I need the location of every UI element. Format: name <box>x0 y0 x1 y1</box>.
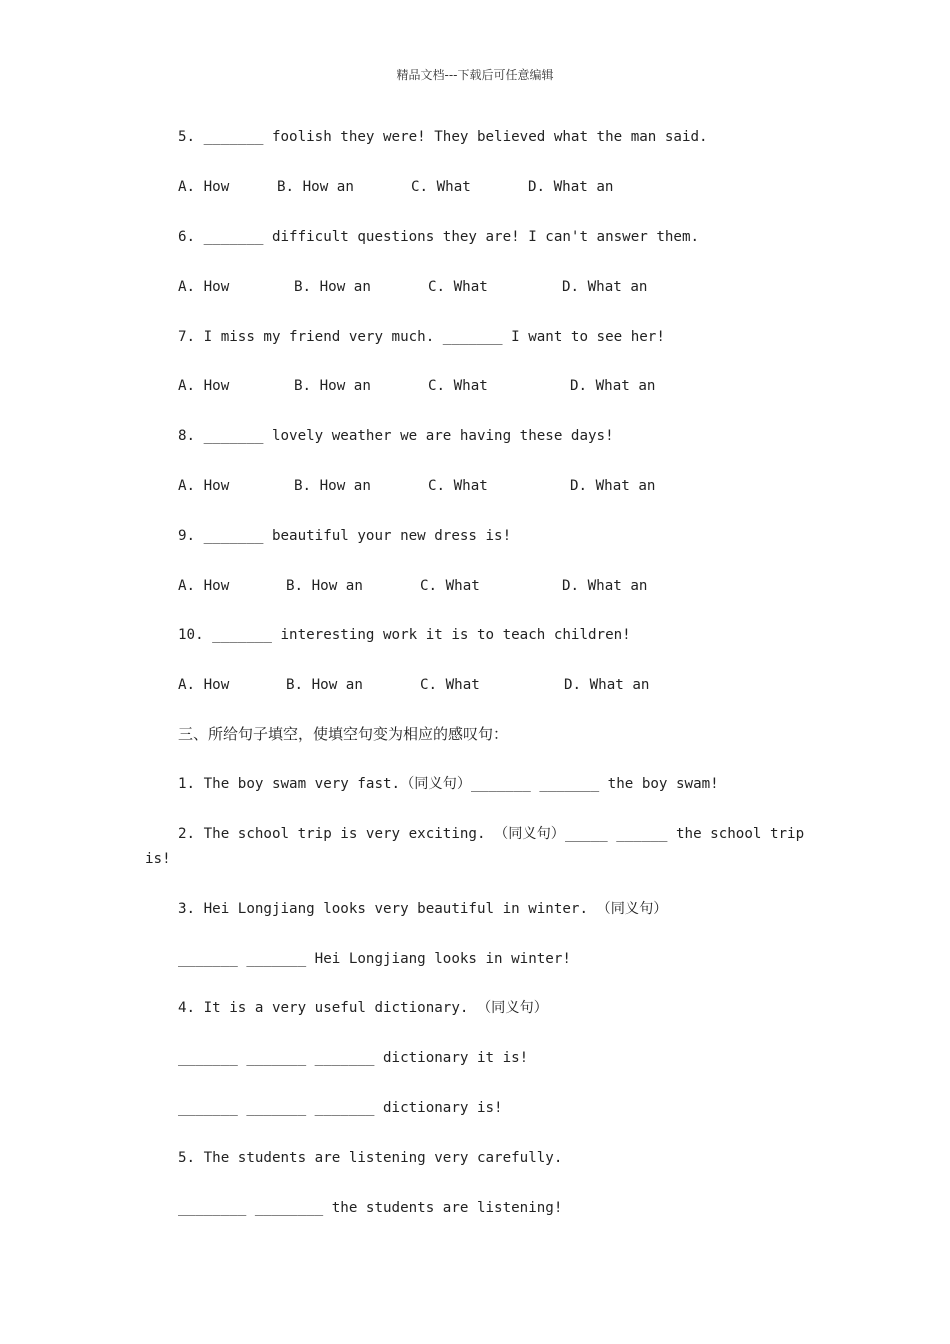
exercise-line: 4. It is a very useful dictionary. （同义句） <box>178 1000 548 1016</box>
option-b: B. How an <box>286 677 363 693</box>
question-stem: 6. _______ difficult questions they are! I can't answer them. <box>178 229 700 245</box>
exercise-answer-line: _______ _______ Hei Longjiang looks in winter! <box>178 951 571 967</box>
option-b: B. How an <box>294 378 371 394</box>
exercise-line: 2. The school trip is very exciting. （同义句）_____ ______ the school trip <box>178 826 805 842</box>
option-d: D. What an <box>562 279 648 295</box>
question-stem: 7. I miss my friend very much. _______ I want to see her! <box>178 329 665 345</box>
exercise-line: 1. The boy swam very fast.（同义句）_______ _______ the boy swam! <box>178 776 719 792</box>
question-stem: 9. _______ beautiful your new dress is! <box>178 528 512 544</box>
option-b: B. How an <box>277 179 354 195</box>
option-c: C. What <box>428 279 488 295</box>
option-a: A. How <box>178 478 230 494</box>
option-a: A. How <box>178 279 230 295</box>
option-b: B. How an <box>286 578 363 594</box>
option-a: A. How <box>178 179 230 195</box>
option-b: B. How an <box>294 478 371 494</box>
option-d: D. What an <box>570 378 656 394</box>
option-c: C. What <box>411 179 471 195</box>
option-d: D. What an <box>570 478 656 494</box>
option-b: B. How an <box>294 279 371 295</box>
option-a: A. How <box>178 378 230 394</box>
question-stem: 8. _______ lovely weather we are having these days! <box>178 428 614 444</box>
option-c: C. What <box>420 677 480 693</box>
option-d: D. What an <box>562 578 648 594</box>
exercise-answer-line: _______ _______ _______ dictionary is! <box>178 1100 503 1116</box>
exercise-line: 3. Hei Longjiang looks very beautiful in winter. （同义句） <box>178 901 668 917</box>
page-header: 精品文档---下载后可任意编辑 <box>396 68 554 82</box>
exercise-answer-line: _______ _______ _______ dictionary it is! <box>178 1050 529 1066</box>
option-c: C. What <box>428 478 488 494</box>
option-d: D. What an <box>528 179 614 195</box>
exercise-line-continued: is! <box>145 851 171 867</box>
question-stem: 10. _______ interesting work it is to teach children! <box>178 627 631 643</box>
exercise-line: 5. The students are listening very carefully. <box>178 1150 563 1166</box>
question-stem: 5. _______ foolish they were! They believed what the man said. <box>178 129 708 145</box>
exercise-answer-line: ________ ________ the students are listening! <box>178 1200 563 1216</box>
section-title: 三、所给句子填空，使填空句变为相应的感叹句： <box>178 725 509 743</box>
option-d: D. What an <box>564 677 650 693</box>
option-a: A. How <box>178 578 230 594</box>
option-c: C. What <box>420 578 480 594</box>
option-c: C. What <box>428 378 488 394</box>
option-a: A. How <box>178 677 230 693</box>
